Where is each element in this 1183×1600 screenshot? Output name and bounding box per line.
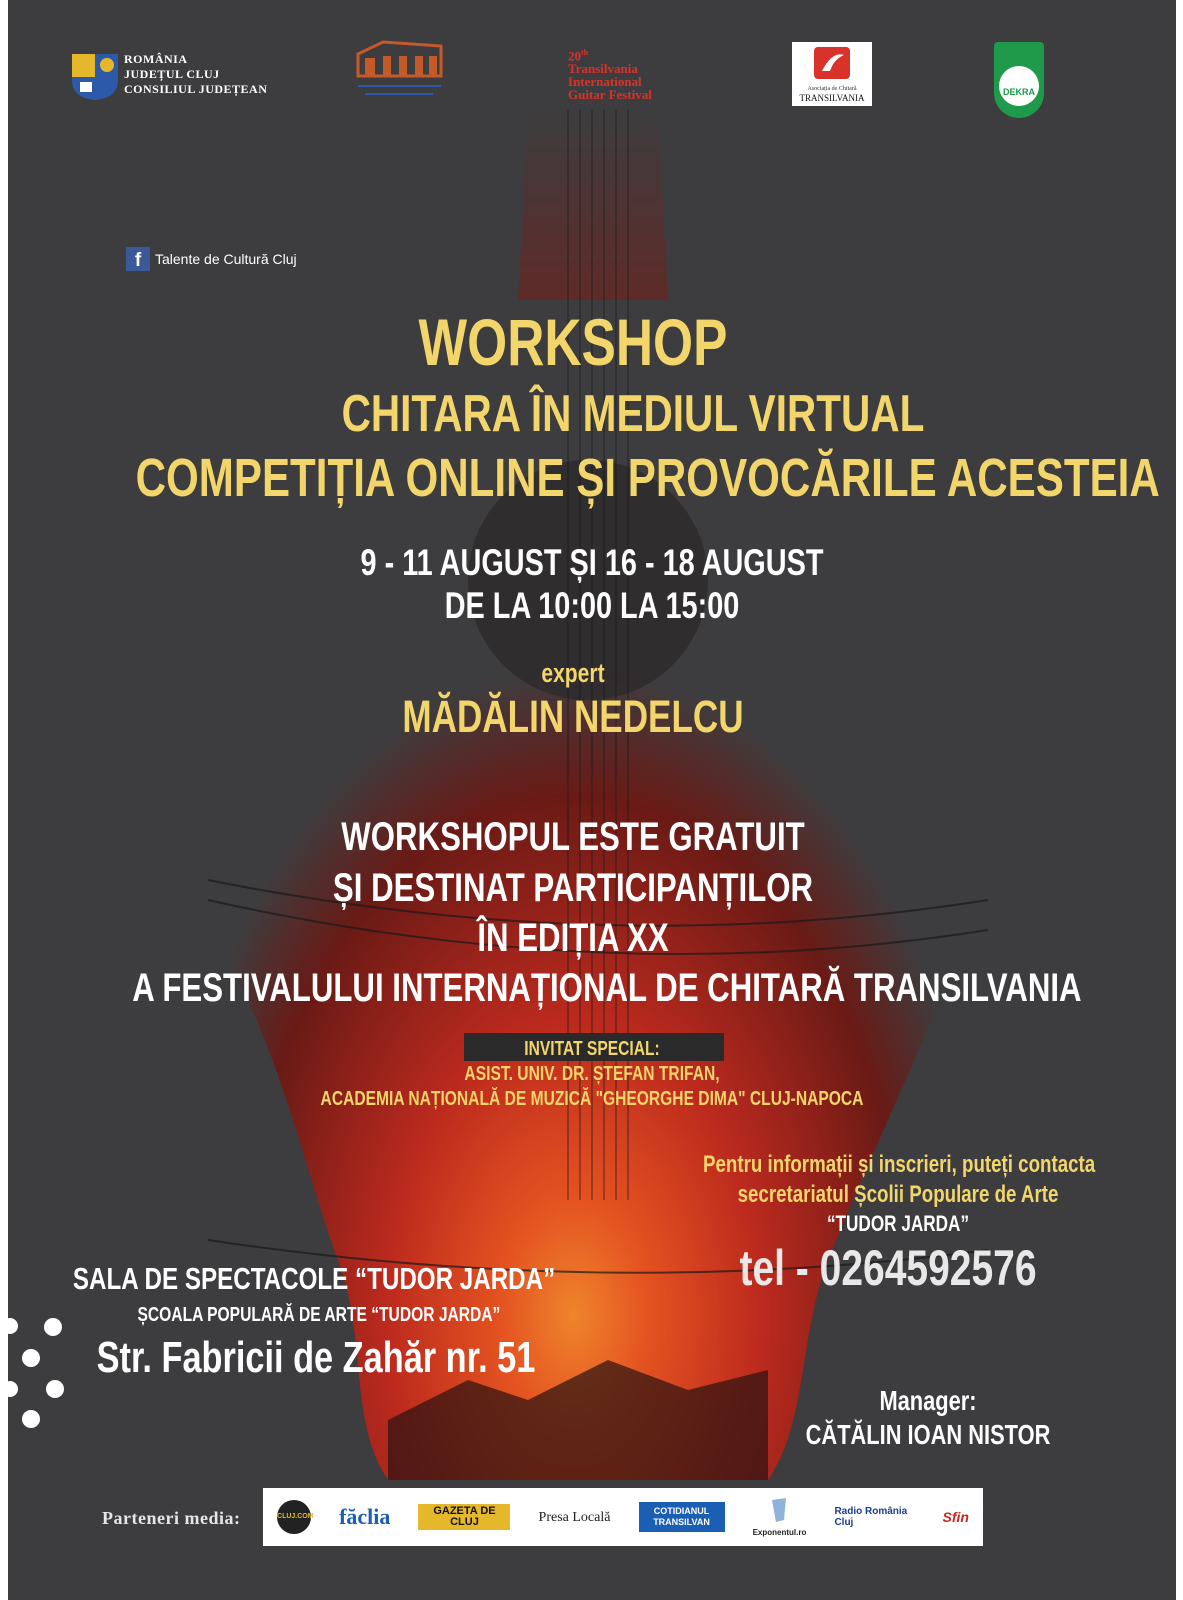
guest-institution: ACADEMIA NAȚIONALĂ DE MUZICĂ "GHEORGHE DIMA" CLUJ-NAPOCA: [320, 1088, 864, 1110]
media-logo-radio-romania-cluj: Radio România Cluj: [834, 1506, 908, 1528]
info-line-1: WORKSHOPUL ESTE GRATUIT: [341, 815, 805, 859]
venue-school: ȘCOALA POPULARĂ DE ARTE “TUDOR JARDA”: [137, 1304, 501, 1326]
media-logo-presa-locala: Presa Locală: [538, 1509, 611, 1525]
media-logo-exponentul: Exponentul.ro: [753, 1496, 807, 1538]
decorative-dot: [44, 1318, 62, 1336]
title-competitia: COMPETIȚIA ONLINE ȘI PROVOCĂRILE ACESTEIA: [135, 448, 1160, 508]
media-logo-faclia: făclia: [339, 1504, 391, 1529]
asociatia-chitara-logo: Asociația de Chitară TRANSILVANIA: [792, 42, 872, 106]
guest-label: INVITAT SPECIAL:: [524, 1038, 660, 1060]
media-logo-sfin: Sfin: [942, 1508, 969, 1525]
dekra-badge: DEKRA: [999, 66, 1039, 106]
decorative-dot: [22, 1410, 40, 1428]
title-chitara: CHITARA ÎN MEDIUL VIRTUAL: [341, 385, 925, 443]
info-line-4: A FESTIVALULUI INTERNAȚIONAL DE CHITARĂ TRANSILVANIA: [132, 966, 1082, 1010]
media-partners-label: Parteneri media:: [102, 1508, 241, 1528]
facebook-page-name: Talente de Cultură Cluj: [155, 251, 297, 267]
manager-name: CĂTĂLIN IOAN NISTOR: [805, 1419, 1051, 1450]
title-workshop: WORKSHOP: [418, 305, 728, 379]
media-logo-gazeta-de-cluj: GAZETA DE CLUJ: [418, 1504, 510, 1530]
dekra-certification-logo: [994, 42, 1044, 118]
cluj-county-council-logo: ROMÂNIA JUDEȚUL CLUJ CONSILIUL JUDEȚEAN: [124, 52, 268, 96]
tudor-jarda-school-logo: [353, 36, 448, 100]
facebook-icon: f: [126, 247, 150, 271]
info-line-3: ÎN EDIȚIA XX: [477, 916, 669, 960]
decorative-dot: [46, 1380, 64, 1398]
expert-name: MĂDĂLIN NEDELCU: [402, 691, 744, 742]
contact-phone[interactable]: tel - 0264592576: [739, 1240, 1037, 1296]
manager-label: Manager:: [879, 1385, 977, 1416]
venue-address: Str. Fabricii de Zahăr nr. 51: [96, 1333, 536, 1382]
hours-line: DE LA 10:00 LA 15:00: [444, 585, 740, 626]
guest-name: ASIST. UNIV. DR. ȘTEFAN TRIFAN,: [464, 1063, 720, 1085]
expert-label: expert: [541, 658, 605, 688]
contact-line-1: Pentru informații și inscrieri, puteți contacta: [703, 1151, 1096, 1178]
media-logo-cluj-com: CLUJ.COM: [277, 1500, 311, 1534]
media-logo-cotidianul-transilvan: COTIDIANUL TRANSILVAN: [639, 1502, 725, 1532]
asociatia-chitara-icon: [812, 45, 852, 81]
exponentul-icon: [768, 1496, 790, 1524]
decorative-dot: [22, 1349, 40, 1367]
info-line-2: ȘI DESTINAT PARTICIPANȚILOR: [332, 866, 814, 910]
media-partners-bar: [263, 1488, 983, 1546]
contact-line-3: “TUDOR JARDA”: [826, 1211, 970, 1236]
dates-line: 9 - 11 AUGUST ȘI 16 - 18 AUGUST: [360, 542, 824, 583]
contact-line-2: secretariatul Școlii Populare de Arte: [737, 1181, 1059, 1208]
facebook-link[interactable]: [126, 247, 297, 271]
poster: [8, 0, 1176, 1600]
cluj-coat-of-arms-icon: [70, 52, 120, 102]
festival-logo: 20th Transilvania International Guitar Festival: [568, 48, 652, 103]
venue-hall: SALA DE SPECTACOLE “TUDOR JARDA”: [72, 1261, 556, 1296]
